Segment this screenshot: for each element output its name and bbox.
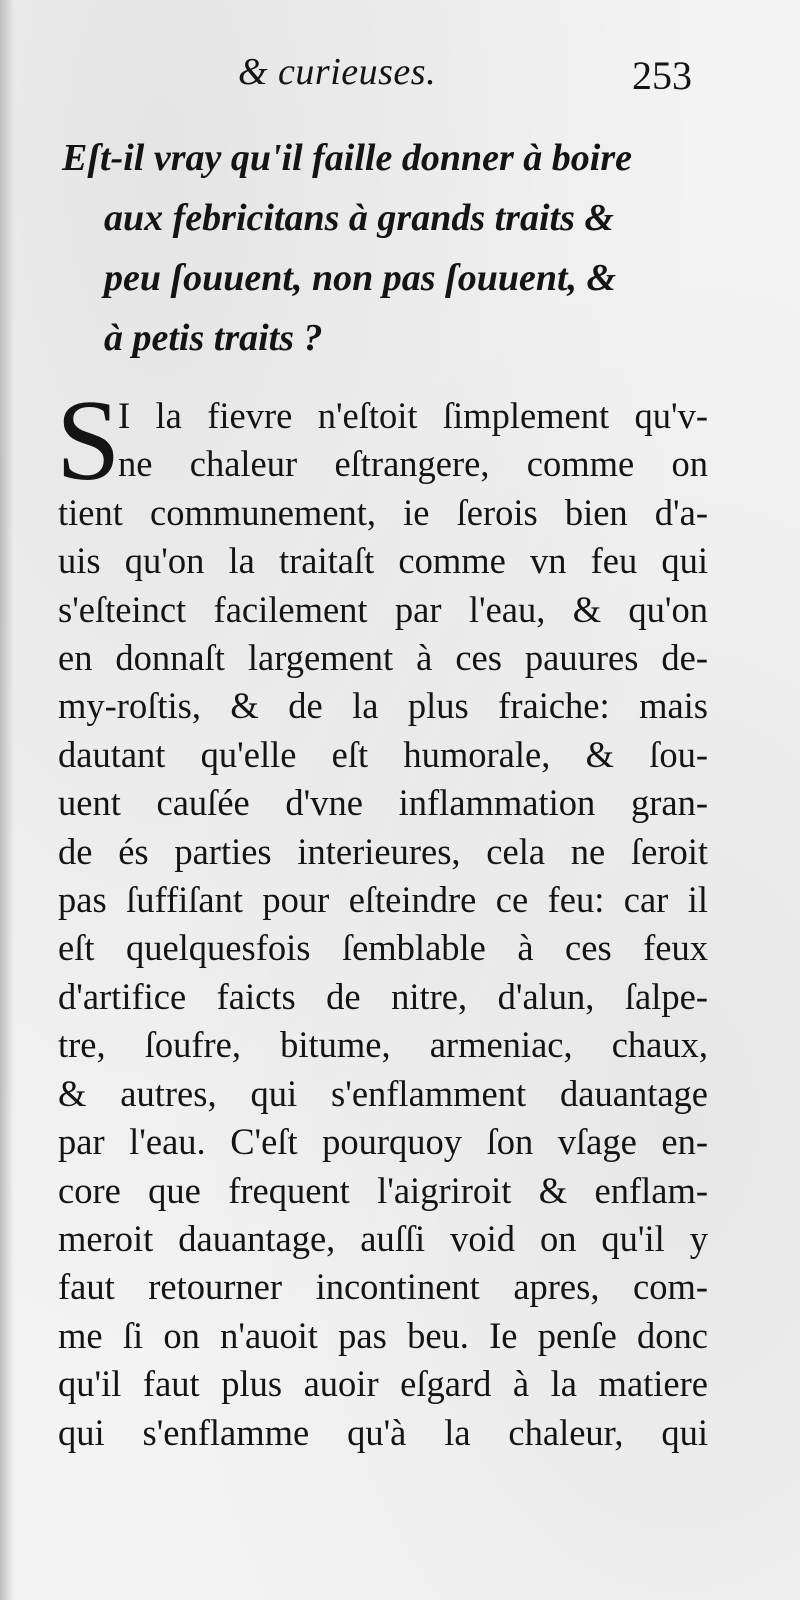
drop-cap-initial: S <box>56 377 121 505</box>
heading-line: Eſt-il vray qu'il faille donner à boire <box>62 137 632 179</box>
body-paragraph <box>56 377 708 1457</box>
body-line: dautant qu'elle eſt humorale, & ſou- <box>58 733 708 775</box>
page-header <box>0 42 800 112</box>
body-line: d'artifice faicts de nitre, d'alun, ſalpe- <box>58 975 708 1017</box>
running-head: & curieuses. <box>238 51 437 93</box>
section-heading <box>62 128 722 368</box>
heading-line: peu ſouuent, non pas ſouuent, & <box>104 257 617 299</box>
body-line: uent cauſée d'vne inflammation gran- <box>58 782 708 824</box>
page-gutter-shadow <box>0 0 14 1600</box>
body-line: core que frequent l'aigriroit & enflam- <box>58 1169 708 1211</box>
body-line: pas ſuffiſant pour eſteindre ce feu: car il <box>58 879 708 921</box>
body-line: qu'il faut plus auoir eſgard à la matiere <box>58 1363 708 1405</box>
body-line: & autres, qui s'enflamment dauantage <box>58 1072 708 1114</box>
body-line: me ſi on n'auoit pas beu. Ie penſe donc <box>58 1314 708 1356</box>
heading-line: à petis traits ? <box>104 317 323 359</box>
body-line: ne chaleur eſtrangere, comme on <box>118 443 708 485</box>
body-line: en donnaſt largement à ces pauures de- <box>58 637 708 679</box>
body-line: my-roſtis, & de la plus fraiche: mais <box>58 685 708 727</box>
body-line: tre, ſoufre, bitume, armeniac, chaux, <box>58 1024 708 1066</box>
body-line: s'eſteinct facilement par l'eau, & qu'on <box>58 588 708 630</box>
page-number: 253 <box>632 53 692 98</box>
body-line: uis qu'on la traitaſt comme vn feu qui <box>58 540 708 582</box>
body-line: faut retourner incontinent apres, com- <box>58 1266 708 1308</box>
body-line: meroit dauantage, auſſi void on qu'il y <box>58 1217 708 1259</box>
body-line: par l'eau. C'eſt pourquoy ſon vſage en- <box>58 1121 708 1163</box>
heading-line: aux febricitans à grands traits & <box>104 197 614 239</box>
body-line: tient communement, ie ſerois bien d'a- <box>58 491 708 533</box>
body-line: eſt quelquesfois ſemblable à ces feux <box>58 927 708 969</box>
body-line: I la fievre n'eſtoit ſimplement qu'v- <box>118 395 708 436</box>
body-line: de és parties interieures, cela ne ſeroit <box>58 830 708 872</box>
body-line: qui s'enflamme qu'à la chaleur, qui <box>58 1411 708 1453</box>
